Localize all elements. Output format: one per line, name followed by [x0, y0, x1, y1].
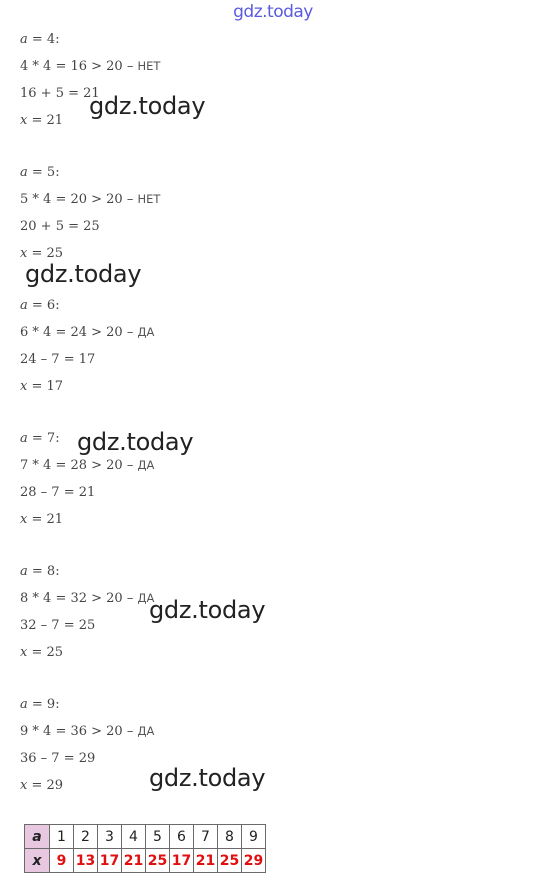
calc-line: 16 + 5 = 21	[20, 86, 100, 101]
x-cell: 21	[194, 849, 218, 873]
table-row-a	[25, 825, 266, 849]
check-expr: 9 * 4 = 36 > 20 –	[20, 724, 138, 739]
calc-line: 36 – 7 = 29	[20, 751, 96, 766]
a-cell: 9	[242, 825, 266, 849]
x-line	[20, 379, 63, 394]
a-value: = 5:	[27, 165, 60, 180]
x-cell: 29	[242, 849, 266, 873]
answer-table	[24, 824, 266, 873]
row-label-x: x	[25, 849, 50, 873]
verdict: НЕТ	[137, 59, 161, 73]
verdict: ДА	[137, 458, 155, 472]
calc-line: 24 – 7 = 17	[20, 352, 96, 367]
x-value: = 21	[27, 512, 64, 527]
x-cell: 25	[146, 849, 170, 873]
x-value: = 17	[27, 379, 64, 394]
x-cell: 25	[218, 849, 242, 873]
x-value: = 29	[27, 778, 64, 793]
check-expr: 6 * 4 = 24 > 20 –	[20, 325, 138, 340]
a-value: = 8:	[27, 564, 60, 579]
x-line	[20, 778, 63, 793]
calc-line: 20 + 5 = 25	[20, 219, 100, 234]
a-cell: 6	[170, 825, 194, 849]
verdict: НЕТ	[137, 192, 161, 206]
a-line	[20, 431, 60, 446]
x-line	[20, 246, 63, 261]
var-a: a	[20, 165, 28, 180]
row-label-a: a	[25, 825, 50, 849]
a-line	[20, 298, 60, 313]
watermark: gdz.today	[149, 596, 266, 624]
a-line	[20, 564, 60, 579]
verdict: ДА	[137, 724, 155, 738]
x-cell: 17	[170, 849, 194, 873]
calc-line: 28 – 7 = 21	[20, 485, 96, 500]
header-logo: gdz.today	[233, 2, 313, 22]
a-value: = 7:	[27, 431, 60, 446]
var-x: x	[20, 778, 28, 793]
var-a: a	[20, 697, 28, 712]
a-cell: 7	[194, 825, 218, 849]
var-a: a	[20, 32, 28, 47]
check-expr: 4 * 4 = 16 > 20 –	[20, 59, 138, 74]
var-a: a	[20, 431, 28, 446]
x-value: = 25	[27, 645, 64, 660]
x-cell: 17	[98, 849, 122, 873]
verdict: ДА	[137, 591, 155, 605]
var-a: a	[20, 298, 28, 313]
x-line	[20, 113, 63, 128]
a-cell: 1	[50, 825, 74, 849]
x-value: = 25	[27, 246, 64, 261]
check-expr: 5 * 4 = 20 > 20 –	[20, 192, 138, 207]
var-x: x	[20, 379, 28, 394]
var-x: x	[20, 645, 28, 660]
check-line	[20, 325, 154, 340]
var-x: x	[20, 246, 28, 261]
a-cell: 2	[74, 825, 98, 849]
watermark: gdz.today	[77, 428, 194, 456]
a-value: = 9:	[27, 697, 60, 712]
check-line	[20, 591, 154, 606]
check-line	[20, 192, 160, 207]
var-a: a	[20, 564, 28, 579]
check-line	[20, 458, 154, 473]
verdict: ДА	[137, 325, 155, 339]
var-x: x	[20, 512, 28, 527]
x-cell: 13	[74, 849, 98, 873]
a-value: = 6:	[27, 298, 60, 313]
a-cell: 4	[122, 825, 146, 849]
x-cell: 21	[122, 849, 146, 873]
check-expr: 7 * 4 = 28 > 20 –	[20, 458, 138, 473]
var-x: x	[20, 113, 28, 128]
calc-line: 32 – 7 = 25	[20, 618, 96, 633]
watermark: gdz.today	[89, 92, 206, 120]
a-cell: 3	[98, 825, 122, 849]
check-expr: 8 * 4 = 32 > 20 –	[20, 591, 138, 606]
a-cell: 8	[218, 825, 242, 849]
check-line	[20, 724, 154, 739]
table-row-x	[25, 849, 266, 873]
a-line	[20, 32, 60, 47]
x-line	[20, 645, 63, 660]
check-line	[20, 59, 160, 74]
a-value: = 4:	[27, 32, 60, 47]
a-line	[20, 165, 60, 180]
watermark: gdz.today	[149, 764, 266, 792]
x-cell: 9	[50, 849, 74, 873]
x-value: = 21	[27, 113, 64, 128]
watermark: gdz.today	[25, 260, 142, 288]
a-line	[20, 697, 60, 712]
a-cell: 5	[146, 825, 170, 849]
x-line	[20, 512, 63, 527]
